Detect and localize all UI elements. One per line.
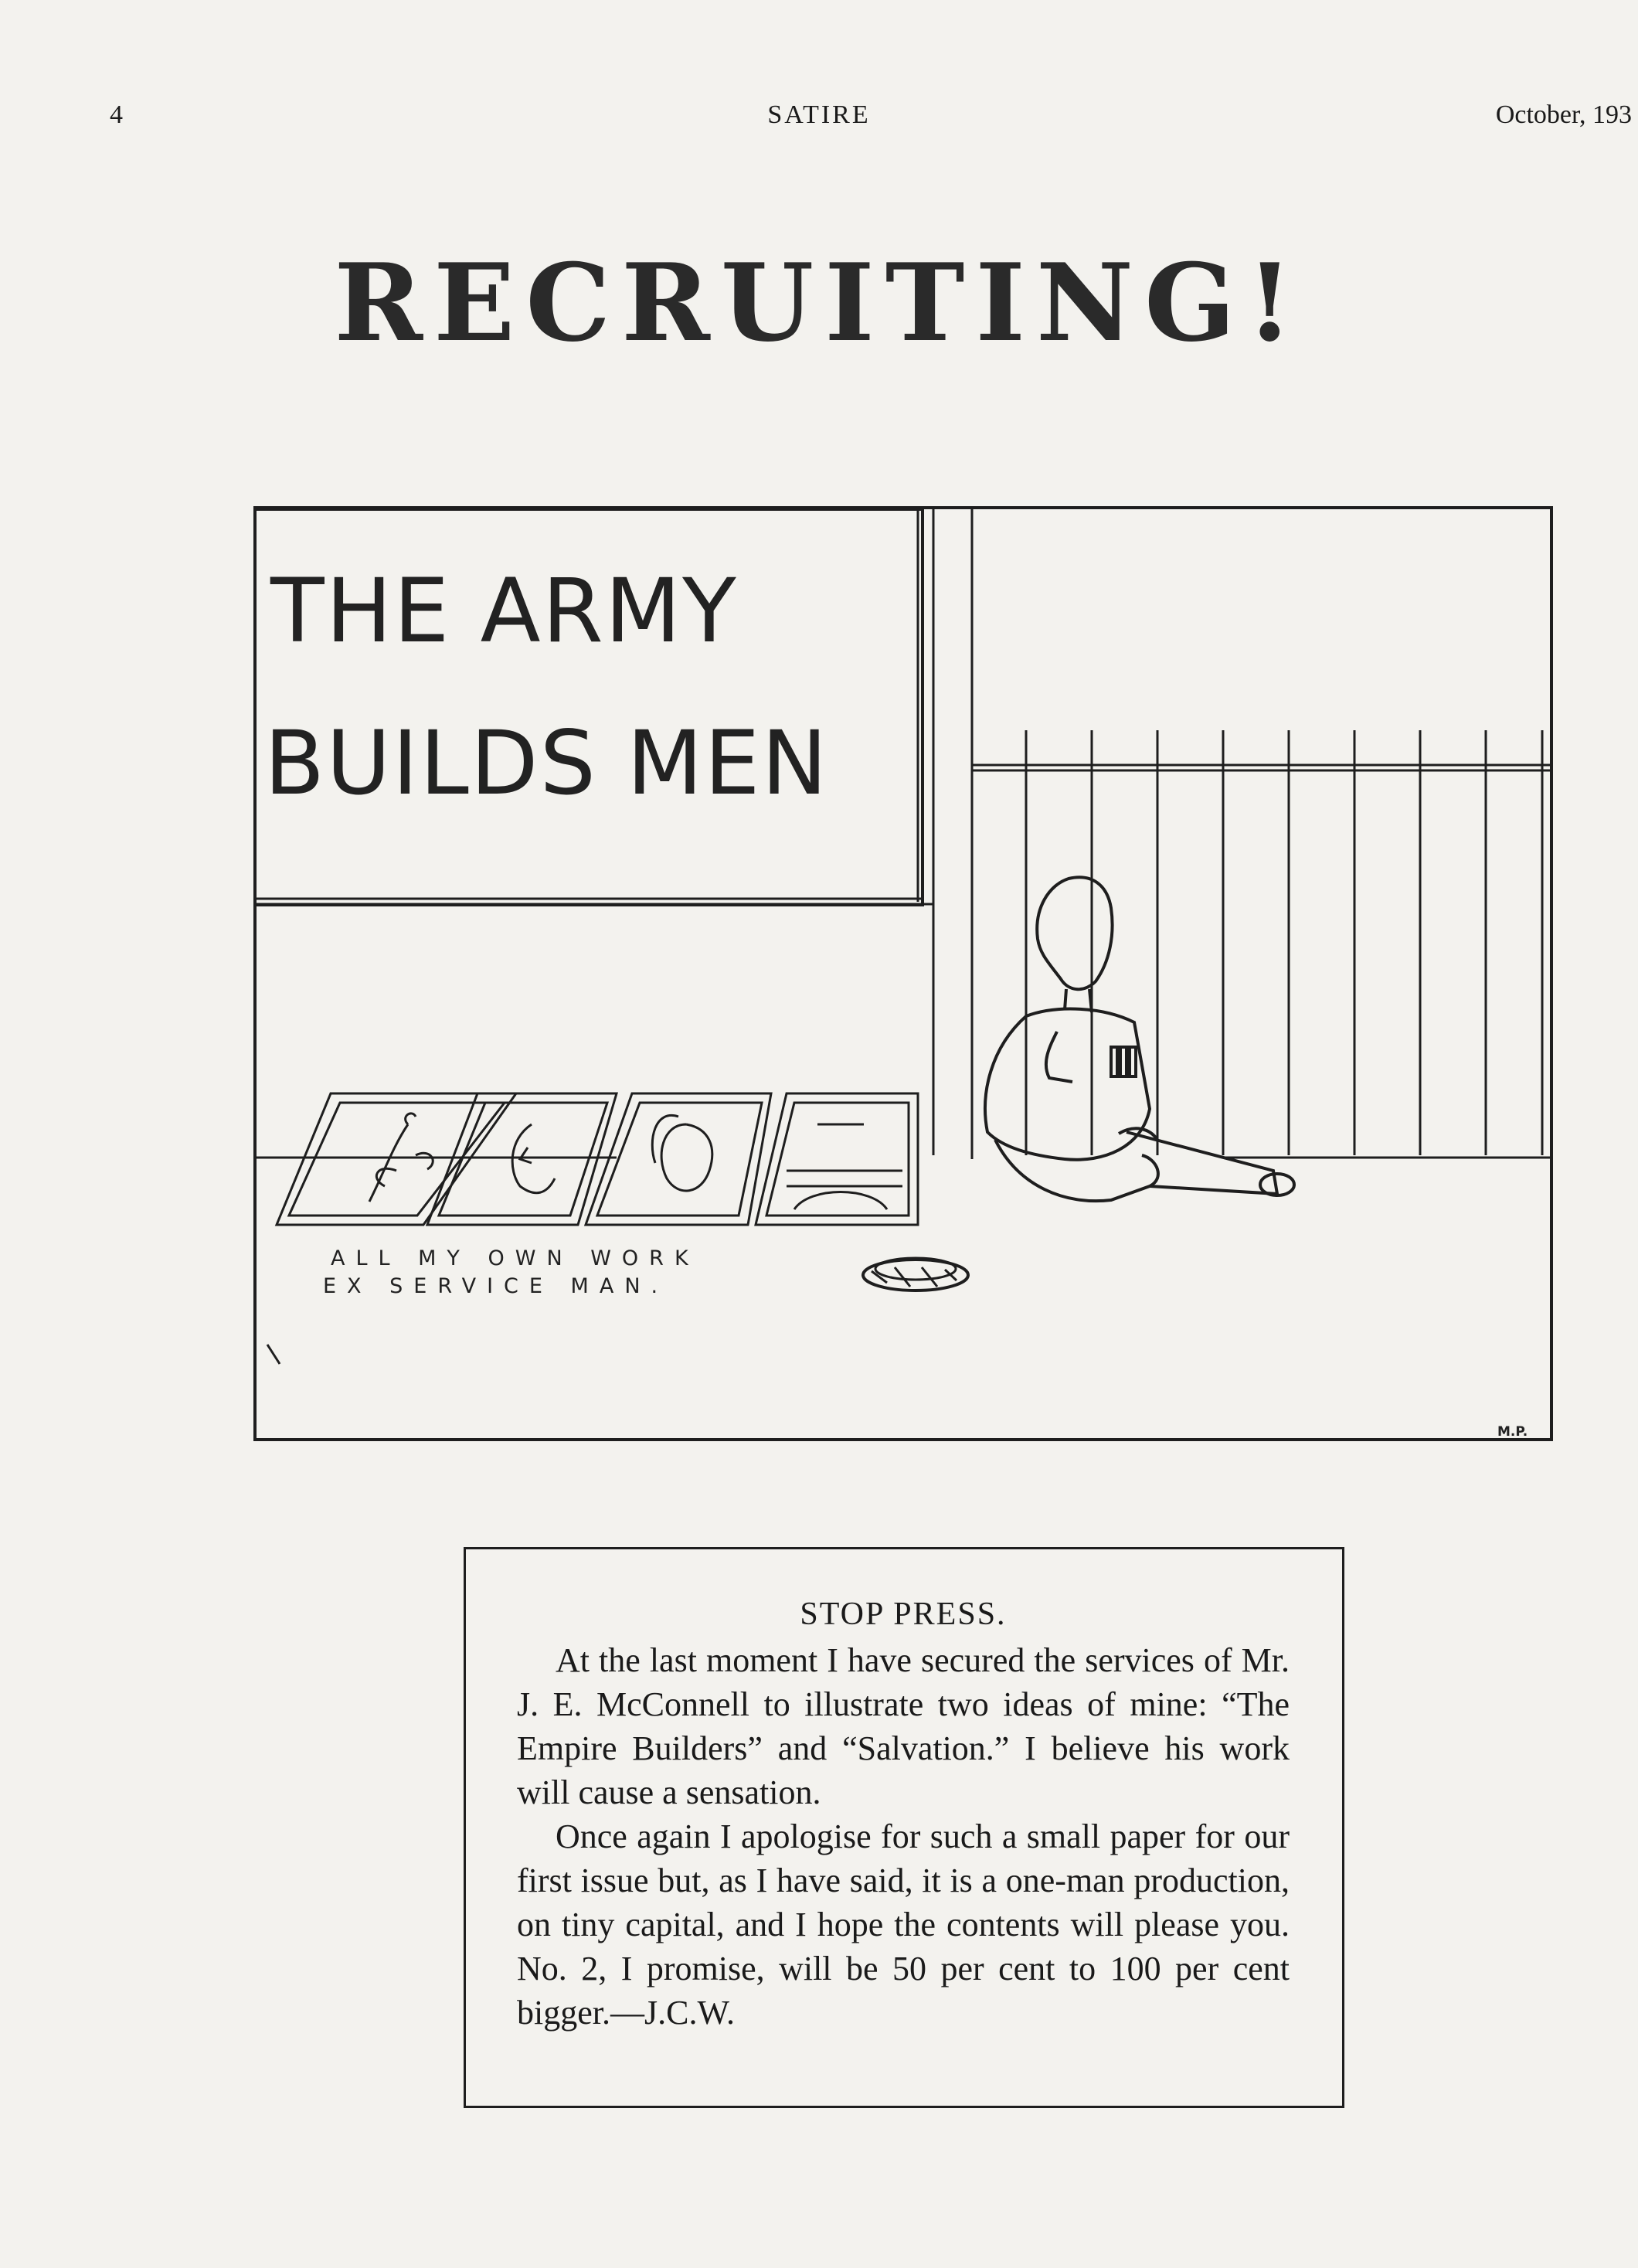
railings	[972, 730, 1551, 1155]
issue-date: October, 193	[1495, 100, 1632, 129]
poster-text-line1: THE ARMY	[270, 559, 738, 662]
pavement-inscription-line1: ALL MY OWN WORK	[331, 1246, 699, 1270]
pavement-drawings	[277, 1093, 918, 1225]
artist-signature: M.P.	[1497, 1424, 1528, 1440]
pavement-inscription-line2: EX SERVICE MAN.	[323, 1274, 669, 1298]
page-number: 4	[110, 100, 123, 129]
page-title: RECRUITING!	[334, 240, 1304, 366]
cartoon-illustration	[253, 506, 1555, 1443]
poster-text-line2: BUILDS MEN	[264, 712, 829, 814]
running-title: SATIRE	[767, 100, 871, 129]
stop-press-paragraph-2: Once again I apologise for such a small paper for our first issue but, as I have said, it is a one-man production, on tiny capital, and I hope the contents will please you. No. 2, I promise, will be 50 per cent to 100 per cent bigger.—J.C.W.	[517, 1817, 1290, 2032]
stop-press-paragraph-1: At the last moment I have secured the services of Mr. J. E. McConnell to illustrate two ideas of mine: “The Empire Builders” and “Salvation.” I believe his work will cause a sensation.	[517, 1641, 1290, 1811]
seated-ex-serviceman	[985, 877, 1294, 1201]
stop-press-box	[464, 1547, 1344, 2108]
cap-on-pavement	[863, 1258, 968, 1290]
stop-press-heading: STOP PRESS.	[800, 1596, 1007, 1632]
